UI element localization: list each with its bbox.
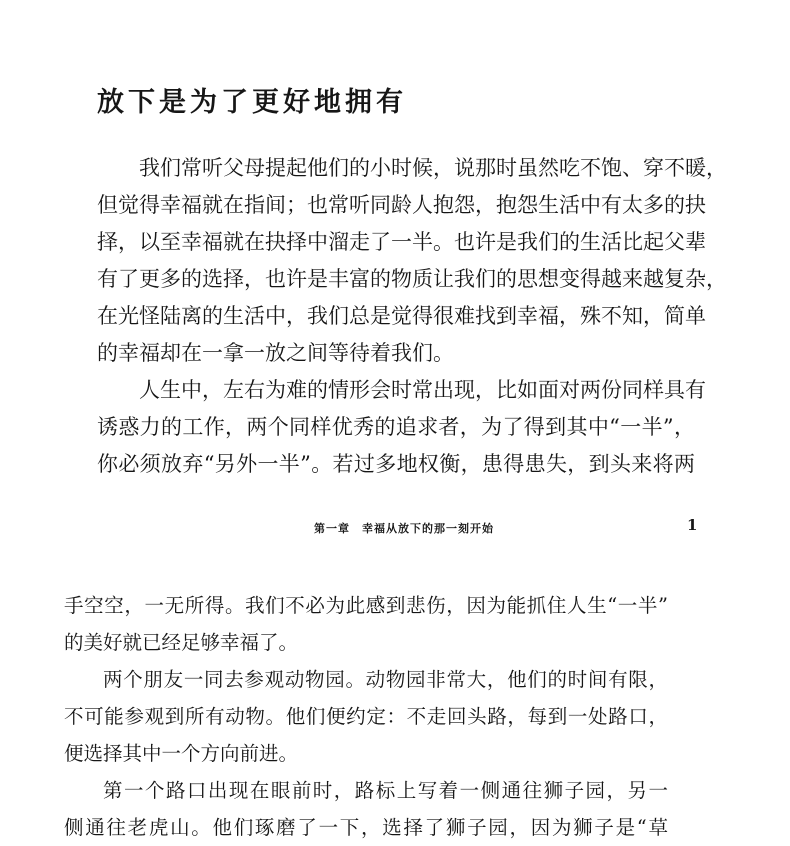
chapter-title: 放下是为了更好地拥有: [97, 87, 407, 118]
book-page-lower: [0, 545, 790, 846]
paragraph-line: 你必须放弃“另外一半”。若过多地权衡，患得患失，到头来将两: [97, 452, 695, 476]
paragraph-line: 有了更多的选择，也许是丰富的物质让我们的思想变得越来越复杂，: [97, 267, 727, 291]
page-number: 1: [687, 516, 698, 534]
paragraph-line: 手空空，一无所得。我们不必为此感到悲伤，因为能抓住人生“一半”: [64, 594, 668, 617]
paragraph-line: 在光怪陆离的生活中，我们总是觉得很难找到幸福，殊不知，简单: [97, 304, 706, 328]
paragraph-line: 择，以至幸福就在抉择中溜走了一半。也许是我们的生活比起父辈: [97, 230, 706, 254]
running-footer: 第一章 幸福从放下的那一刻开始: [314, 522, 494, 535]
paragraph-line: 我们常听父母提起他们的小时候，说那时虽然吃不饱、穿不暖，: [139, 156, 727, 180]
paragraph-line: 第一个路口出现在眼前时，路标上写着一侧通往狮子园，另一: [103, 779, 668, 802]
paragraph-line: 诱惑力的工作，两个同样优秀的追求者，为了得到其中“一半”，: [97, 415, 695, 439]
paragraph-line: 不可能参观到所有动物。他们便约定：不走回头路，每到一处路口，: [64, 705, 668, 728]
paragraph-line: 的幸福却在一拿一放之间等待着我们。: [97, 341, 454, 365]
paragraph-line: 人生中，左右为难的情形会时常出现，比如面对两份同样具有: [139, 378, 706, 402]
paragraph-line: 但觉得幸福就在指间；也常听同龄人抱怨，抱怨生活中有太多的抉: [97, 193, 706, 217]
paragraph-line: 便选择其中一个方向前进。: [64, 742, 299, 765]
paragraph-line: 侧通往老虎山。他们琢磨了一下，选择了狮子园，因为狮子是“草: [64, 816, 668, 839]
paragraph-line: 两个朋友一同去参观动物园。动物园非常大，他们的时间有限，: [103, 668, 668, 691]
paragraph-line: 的美好就已经足够幸福了。: [64, 631, 299, 654]
